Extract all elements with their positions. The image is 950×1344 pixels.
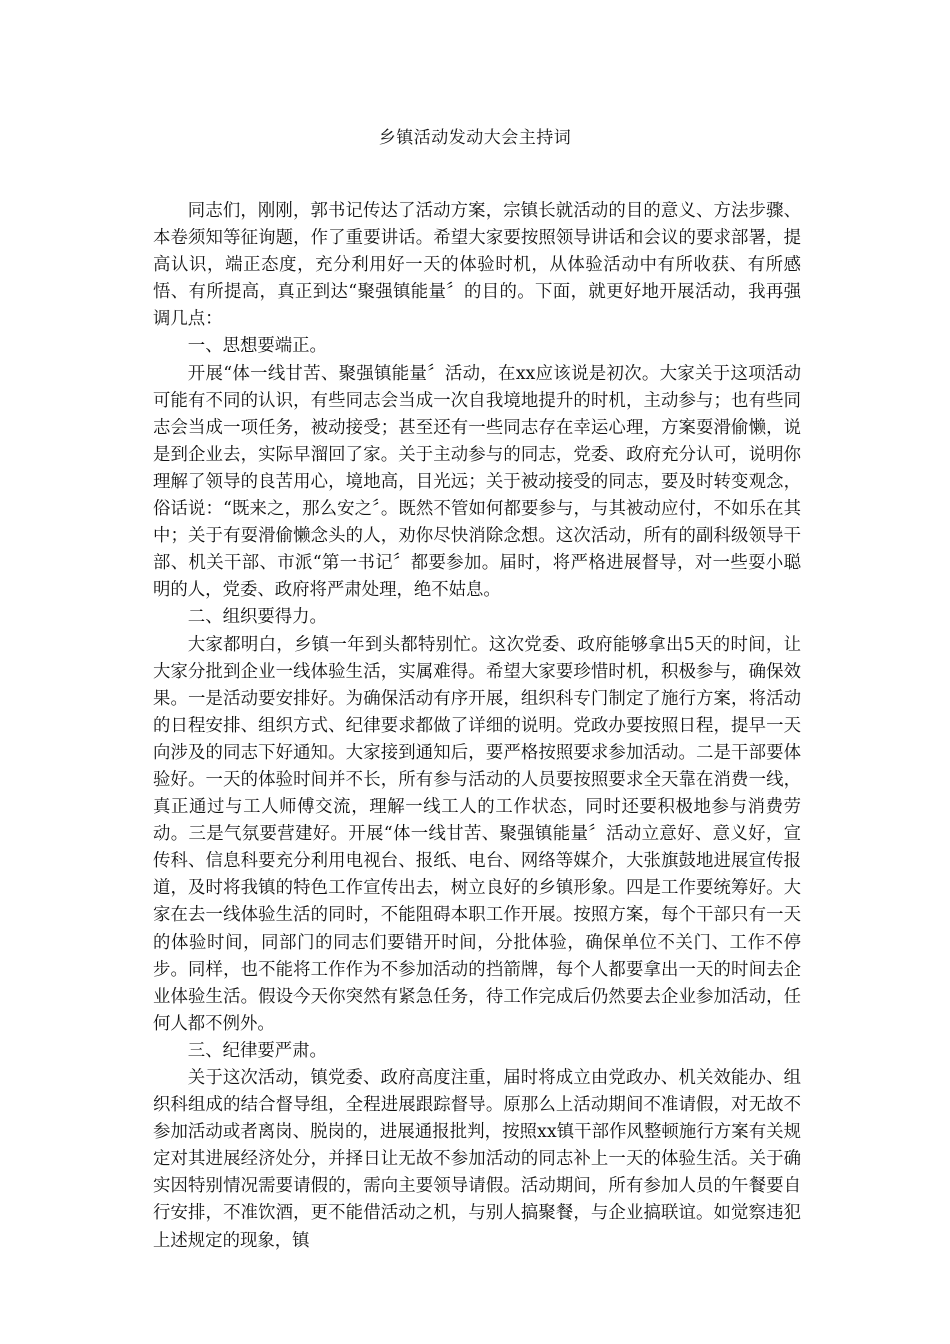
section-heading-1: 一、思想要端正。: [187, 336, 327, 357]
section-1-paragraph: 开展“体一线甘苦、聚强镇能量〞活动，在xx应该说是初次。大家关于这项活动可能有不同的认识，有些同志会当成一次自我境地提升的时机，主动参与；也有些同志会当成一项任务，被动接受；甚至还有一些同志存在幸运心理，方案耍滑偷懒，说是到企业去，实际早溜回了家。关于主动参与的同志，党委、政府充分认可，说明你理解了领导的良苦用心，境地高，目光远；关于被动接受的同志，要及时转变观念，俗话说：“既来之，那么安之〞。既然不管如何都要参与，与其被动应付，不如乐在其中；关于有耍滑偷懒念头的人，劝你尽快消除念想。这次活动，所有的副科级领导干部、机关干部、市派“第一书记〞都要参加。届时，将严格进展督导，对一些耍小聪明的人，党委、政府将严肃处理，绝不姑息。: [153, 363, 801, 601]
document-title: 乡镇活动发动大会主持词: [378, 128, 572, 148]
section-heading-3: 三、纪律要严肃。: [187, 1040, 327, 1061]
document-body: [153, 198, 801, 1255]
section-3-paragraph: 关于这次活动，镇党委、政府高度注重，届时将成立由党政办、机关效能办、组织科组成的结合督导组，全程进展跟踪督导。原那么上活动期间不准请假，对无故不参加活动或者离岗、脱岗的，进展通报批判，按照xx镇干部作风整顿施行方案有关规定对其进展经济处分，并择日让无故不参加活动的同志补上一天的体验生活。关于确实因特别情况需要请假的，需向主要领导请假。活动期间，所有参加人员的午餐要自行安排，不准饮酒，更不能借活动之机，与别人搞聚餐，与企业搞联谊。如觉察违犯上述规定的现象，镇: [153, 1068, 801, 1251]
opening-paragraph: 同志们，刚刚，郭书记传达了活动方案，宗镇长就活动的目的意义、方法步骤、本卷须知等征询题，作了重要讲话。希望大家要按照领导讲话和会议的要求部署，提高认识，端正态度，充分利用好一天的体验时机，从体验活动中有所收获、有所感悟、有所提高，真正到达“聚强镇能量〞的目的。下面，就更好地开展活动，我再强调几点：: [153, 201, 801, 330]
section-heading-2: 二、组织要得力。: [187, 607, 327, 628]
section-2-paragraph: 大家都明白，乡镇一年到头都特别忙。这次党委、政府能够拿出5天的时间，让大家分批到企业一线体验生活，实属难得。希望大家要珍惜时机，积极参与，确保效果。一是活动要安排好。为确保活动有序开展，组织科专门制定了施行方案，将活动的日程安排、组织方式、纪律要求都做了详细的说明。党政办要按照日程，提早一天向涉及的同志下好通知。大家接到通知后，要严格按照要求参加活动。二是干部要体验好。一天的体验时间并不长，所有参与活动的人员要按照要求全天靠在消费一线，真正通过与工人师傅交流，理解一线工人的工作状态，同时还要积极地参与消费劳动。三是气氛要营建好。开展“体一线甘苦、聚强镇能量〞活动立意好、意义好，宣传科、信息科要充分利用电视台、报纸、电台、网络等媒介，大张旗鼓地进展宣传报道，及时将我镇的特色工作宣传出去，树立良好的乡镇形象。四是工作要统筹好。大家在去一线体验生活的同时，不能阻碍本职工作开展。按照方案，每个干部只有一天的体验时间，同部门的同志们要错开时间，分批体验，确保单位不关门、工作不停步。同样，也不能将工作作为不参加活动的挡箭牌，每个人都要拿出一天的时间去企业体验生活。假设今天你突然有紧急任务，待工作完成后仍然要去企业参加活动，任何人都不例外。: [153, 634, 801, 1034]
